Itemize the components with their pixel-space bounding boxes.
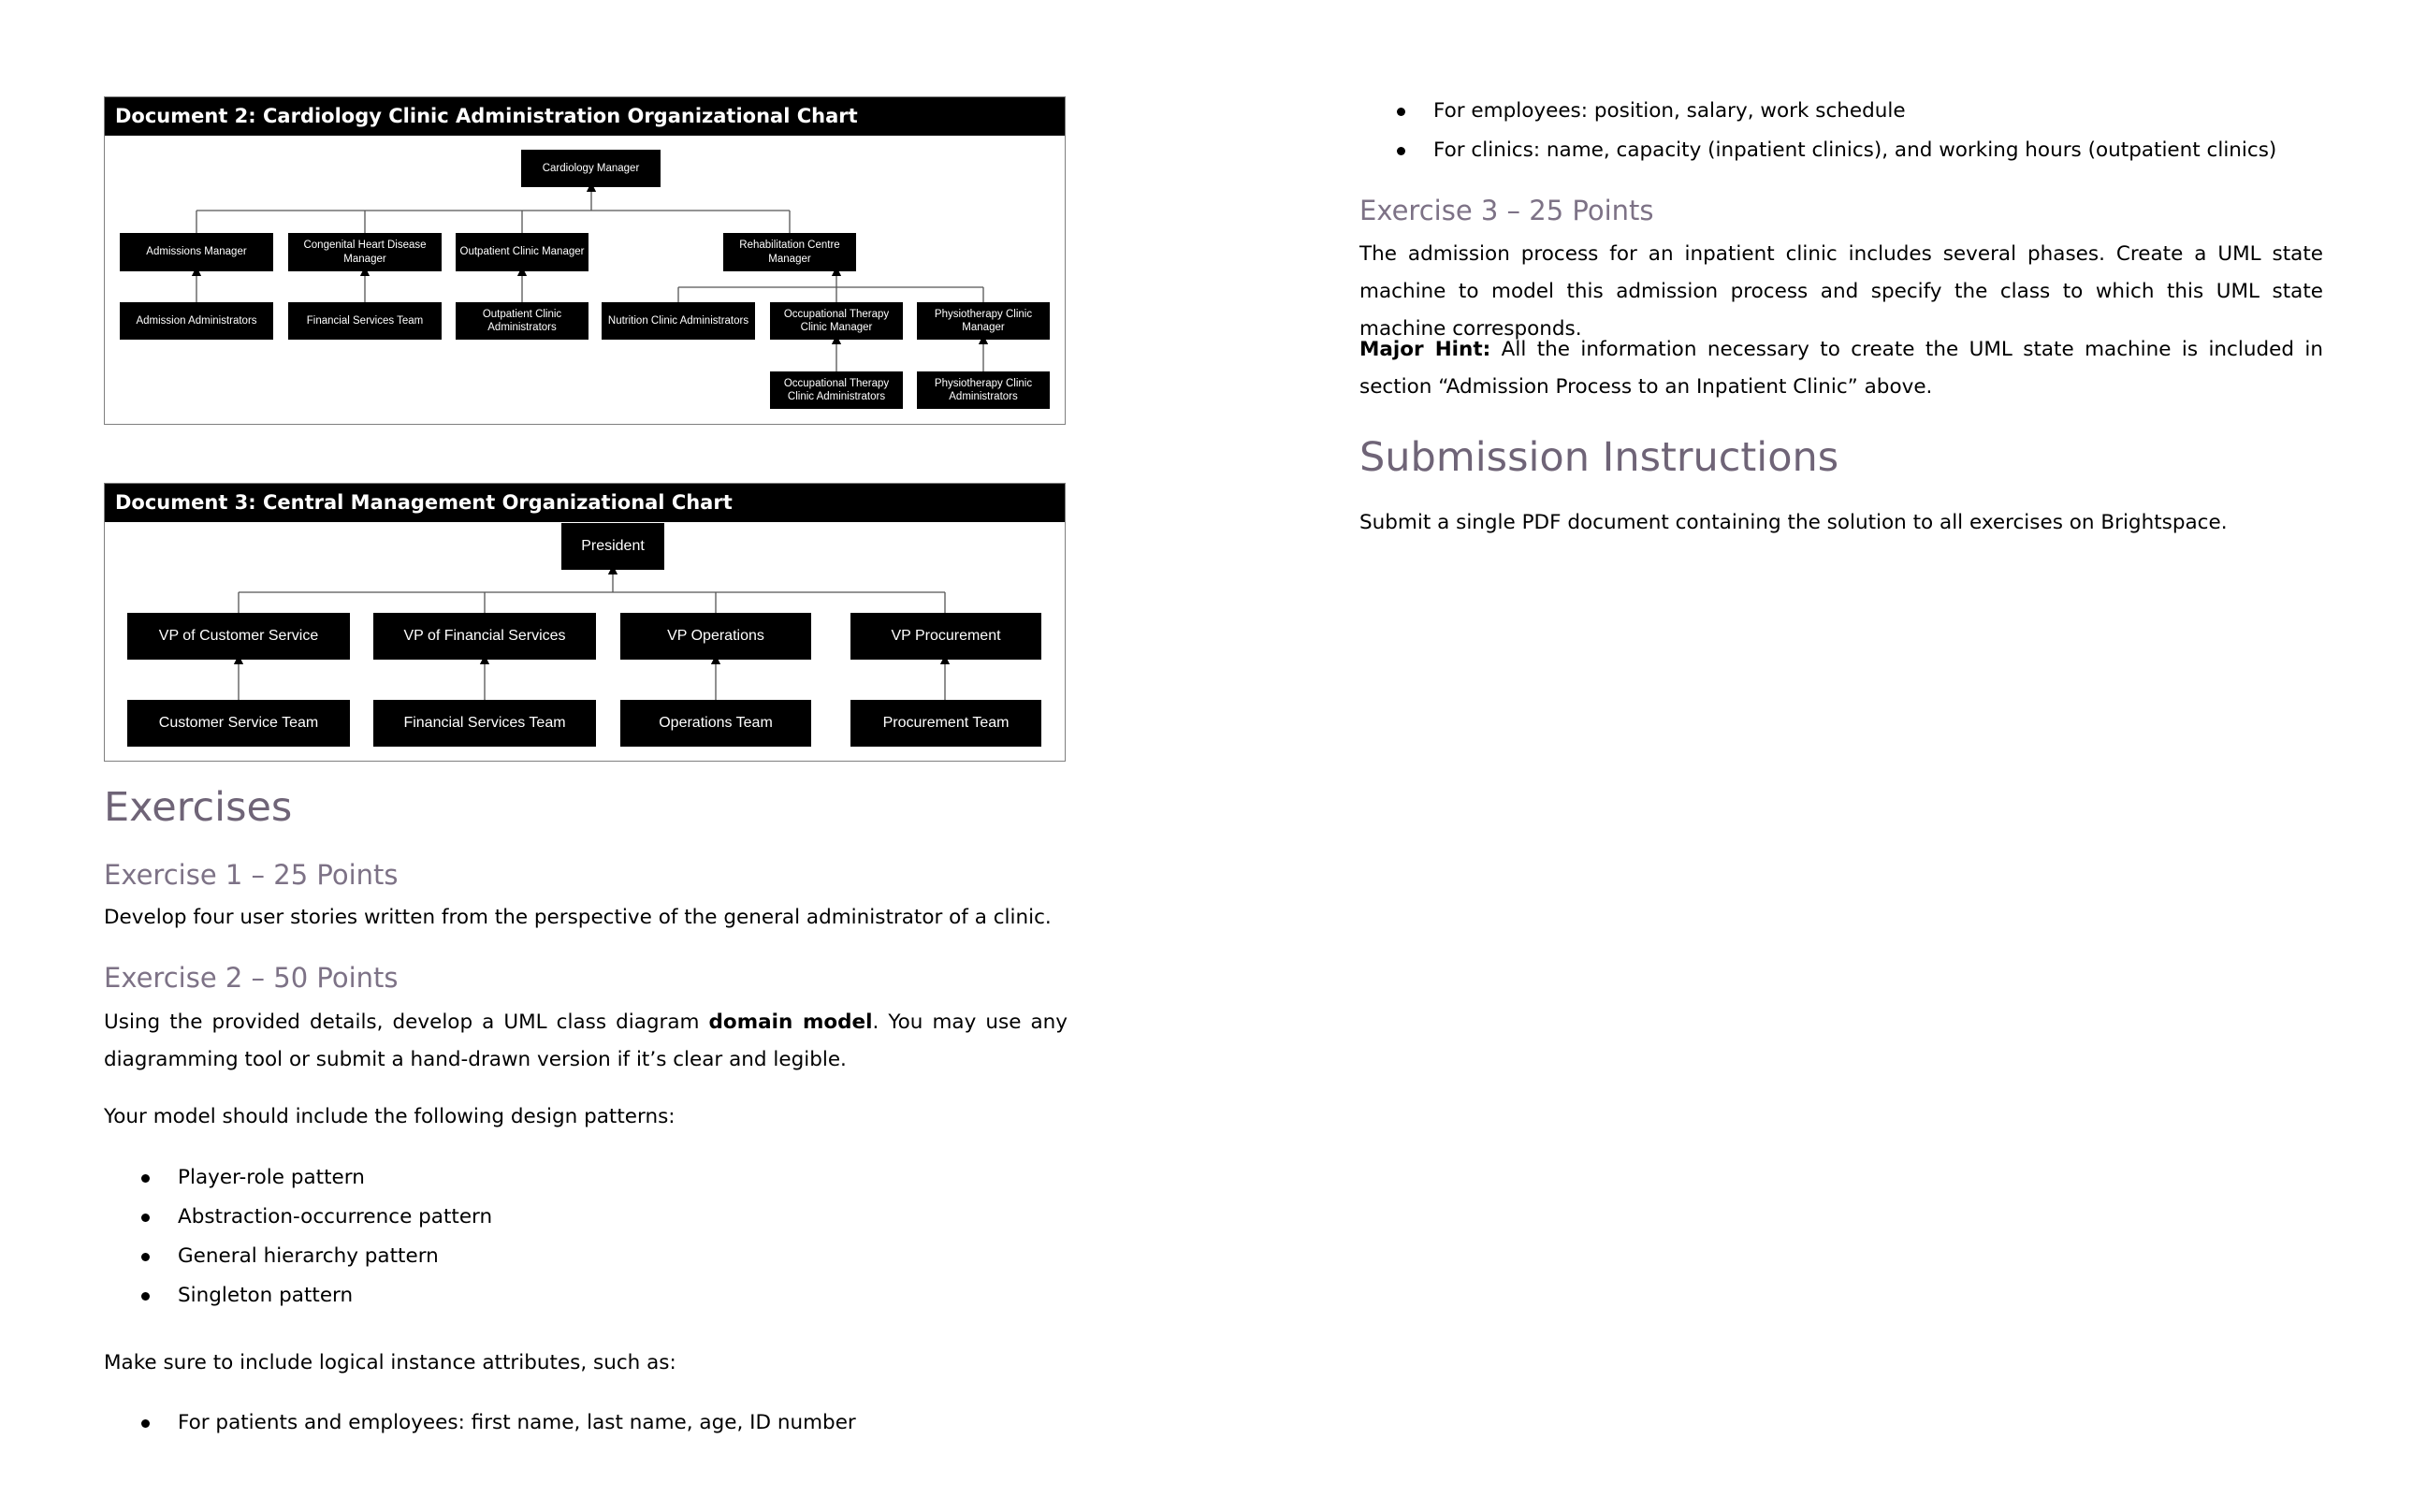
- submission-heading: Submission Instructions: [1359, 434, 1839, 481]
- node-outpatient-admins: Outpatient Clinic Administrators: [456, 302, 588, 340]
- doc3-org-chart: [104, 483, 1066, 762]
- node-vp-customer: VP of Customer Service: [127, 613, 350, 660]
- node-rehab-manager: Rehabilitation Centre Manager: [723, 233, 856, 271]
- node-president: President: [561, 523, 664, 570]
- node-customer-team: Customer Service Team: [127, 700, 350, 747]
- exercise-1-title: Exercise 1 – 25 Points: [104, 859, 399, 891]
- exercise-2-intro: [104, 1004, 1068, 1079]
- doc3-chart-title: Document 3: Central Management Organizational Chart: [105, 484, 1065, 522]
- attribute-item: For clinics: name, capacity (inpatient clinics), and working hours (outpatient clinics): [1359, 131, 2276, 170]
- pattern-item: General hierarchy pattern: [104, 1237, 492, 1276]
- exercise-1-text: Develop four user stories written from the perspective of the general administrator of a clinic.: [104, 906, 1052, 929]
- exercise-2-intro-start: Using the provided details, develop a UML class diagram: [104, 1010, 709, 1034]
- node-physio-manager: Physiotherapy Clinic Manager: [917, 302, 1050, 340]
- node-procurement-team: Procurement Team: [850, 700, 1041, 747]
- exercise-2-title: Exercise 2 – 50 Points: [104, 962, 399, 994]
- attributes-list-1: [104, 1403, 856, 1443]
- node-financial-team-3: Financial Services Team: [373, 700, 596, 747]
- hint-label: Major Hint:: [1359, 338, 1491, 361]
- patterns-intro: Your model should include the following design patterns:: [104, 1105, 676, 1128]
- exercise-3-text: The admission process for an inpatient clinic includes several phases. Create a UML state machine to model this admission process and specify the class to which this UML state machine corresponds.: [1359, 242, 2323, 341]
- node-vp-procurement: VP Procurement: [850, 613, 1041, 660]
- doc2-org-chart: [104, 96, 1066, 425]
- node-vp-financial: VP of Financial Services: [373, 613, 596, 660]
- submission-text: Submit a single PDF document containing the solution to all exercises on Brightspace.: [1359, 511, 2228, 534]
- exercise-3-title: Exercise 3 – 25 Points: [1359, 195, 1654, 226]
- attributes-intro: Make sure to include logical instance attributes, such as:: [104, 1351, 676, 1374]
- exercise-2-intro-bold: domain model: [708, 1010, 873, 1034]
- node-cardiology-manager: Cardiology Manager: [521, 150, 661, 187]
- node-nutrition-admins: Nutrition Clinic Administrators: [602, 302, 755, 340]
- node-physio-admins: Physiotherapy Clinic Administrators: [917, 371, 1050, 409]
- pattern-item: Singleton pattern: [104, 1276, 492, 1316]
- exercise-2-intro-end: . You may use any diagramming tool or submit a hand-drawn version if it’s clear and legible.: [104, 1010, 1068, 1071]
- node-ot-manager: Occupational Therapy Clinic Manager: [770, 302, 903, 340]
- pattern-item: Abstraction-occurrence pattern: [104, 1198, 492, 1237]
- exercises-heading: Exercises: [104, 784, 293, 831]
- attributes-list-2: [1359, 92, 2276, 170]
- node-admission-admins: Admission Administrators: [120, 302, 273, 340]
- doc2-chart-title: Document 2: Cardiology Clinic Administration Organizational Chart: [105, 97, 1065, 136]
- patterns-list: [104, 1158, 492, 1316]
- node-financial-team: Financial Services Team: [288, 302, 442, 340]
- node-ot-admins: Occupational Therapy Clinic Administrators: [770, 371, 903, 409]
- hint-text: All the information necessary to create the UML state machine is included in section “Admission Process to an Inpatient Clinic” above.: [1359, 338, 2323, 399]
- pattern-item: Player-role pattern: [104, 1158, 492, 1198]
- exercise-3-hint: [1359, 331, 2323, 406]
- node-admissions-manager: Admissions Manager: [120, 233, 273, 271]
- node-vp-operations: VP Operations: [620, 613, 811, 660]
- attribute-item: For patients and employees: first name, last name, age, ID number: [104, 1403, 856, 1443]
- attribute-item: For employees: position, salary, work schedule: [1359, 92, 2276, 131]
- node-operations-team: Operations Team: [620, 700, 811, 747]
- node-outpatient-manager: Outpatient Clinic Manager: [456, 233, 588, 271]
- node-congenital-manager: Congenital Heart Disease Manager: [288, 233, 442, 271]
